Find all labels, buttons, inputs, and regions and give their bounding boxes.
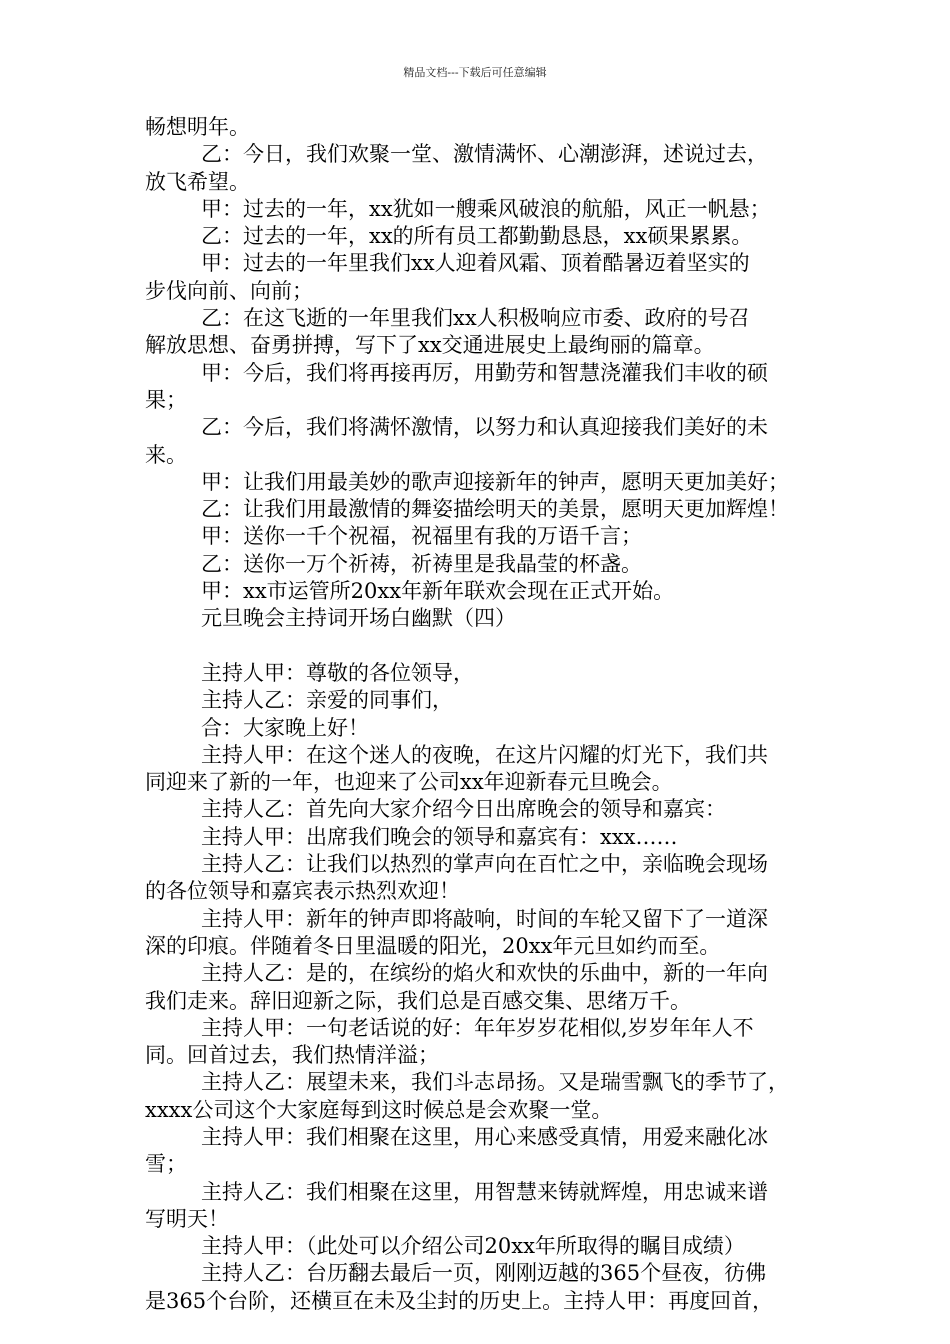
text-line: 主持人乙：我们相聚在这里，用智慧来铸就辉煌，用忠诚来谱	[201, 1179, 768, 1204]
text-line: 步伐向前、向前；	[145, 278, 313, 303]
text-line: 主持人甲：一句老话说的好：年年岁岁花相似,岁岁年年人不	[201, 1015, 754, 1040]
text-line: 主持人乙：让我们以热烈的掌声向在百忙之中，亲临晚会现场	[201, 852, 768, 877]
text-line: 甲：xx市运管所20xx年新年联欢会现在正式开始。	[201, 579, 675, 604]
text-line: 主持人甲：（此处可以介绍公司20xx年所取得的瞩目成绩）	[201, 1234, 745, 1259]
text-line: 乙：在这飞逝的一年里我们xx人积极响应市委、政府的号召	[201, 306, 750, 331]
text-line: 主持人甲：尊敬的各位领导，	[201, 660, 474, 685]
blank-line	[145, 633, 820, 660]
text-line: 乙：今后，我们将满怀激情，以努力和认真迎接我们美好的未	[201, 415, 768, 440]
text-line: 主持人甲：新年的钟声即将敲响，时间的车轮又留下了一道深	[201, 906, 768, 931]
text-line: 乙：过去的一年，xx的所有员工都勤勤恳恳，xx硕果累累。	[201, 224, 753, 249]
text-line: 我们走来。辞旧迎新之际，我们总是百感交集、思绪万千。	[145, 988, 691, 1013]
text-line: 甲：过去的一年，xx犹如一艘乘风破浪的航船，风正一帆悬；	[201, 196, 771, 221]
text-line: 主持人乙：展望未来，我们斗志昂扬。又是瑞雪飘飞的季节了，	[201, 1070, 789, 1095]
text-line: 乙：今日，我们欢聚一堂、激情满怀、心潮澎湃，述说过去，	[201, 142, 768, 167]
document-body	[145, 114, 820, 1315]
text-line: 主持人甲：我们相聚在这里，用心来感受真情，用爱来融化冰	[201, 1124, 768, 1149]
text-line: 写明天！	[145, 1206, 229, 1231]
text-line: 的各位领导和嘉宾表示热烈欢迎！	[145, 879, 460, 904]
text-line: 解放思想、奋勇拼搏，写下了xx交通进展史上最绚丽的篇章。	[145, 333, 715, 358]
text-line: 畅想明年。	[145, 115, 250, 139]
text-line: 甲：送你一千个祝福，祝福里有我的万语千言；	[201, 524, 642, 549]
text-line: 雪；	[145, 1152, 187, 1177]
section-title: 元旦晚会主持词开场白幽默（四）	[201, 606, 516, 631]
page-header: 精品文档---下载后可任意编辑	[403, 66, 547, 79]
text-line: 深的印痕。伴随着冬日里温暖的阳光，20xx年元旦如约而至。	[145, 933, 721, 958]
text-line: 乙：让我们用最激情的舞姿描绘明天的美景，愿明天更加辉煌！	[201, 497, 789, 522]
text-line: 乙：送你一万个祈祷，祈祷里是我晶莹的杯盏。	[201, 551, 642, 576]
text-line: 果；	[145, 387, 187, 412]
text-line: 同迎来了新的一年，也迎来了公司xx年迎新春元旦晚会。	[145, 770, 673, 795]
text-line: 甲：让我们用最美妙的歌声迎接新年的钟声，愿明天更加美好；	[201, 469, 789, 494]
text-line: 主持人乙：首先向大家介绍今日出席晚会的领导和嘉宾：	[201, 797, 726, 822]
text-line: 主持人乙：是的，在缤纷的焰火和欢快的乐曲中，新的一年向	[201, 961, 768, 986]
text-line: 合：大家晚上好！	[201, 715, 369, 740]
text-line: 主持人甲：在这个迷人的夜晚，在这片闪耀的灯光下，我们共	[201, 742, 768, 767]
text-line: xxxx公司这个大家庭每到这时候总是会欢聚一堂。	[145, 1097, 613, 1122]
text-line: 主持人乙：台历翻去最后一页，刚刚迈越的365个昼夜，彷佛	[201, 1261, 767, 1286]
text-line: 甲：过去的一年里我们xx人迎着风霜、顶着酷暑迈着坚实的	[201, 251, 750, 276]
text-line: 来。	[145, 442, 187, 467]
text-line: 放飞希望。	[145, 169, 250, 194]
text-line: 是365个台阶，还横亘在未及尘封的历史上。主持人甲：再度回首，	[145, 1288, 774, 1313]
text-line: 同。回首过去，我们热情洋溢；	[145, 1043, 439, 1068]
text-line: 甲：今后，我们将再接再厉，用勤劳和智慧浇灌我们丰收的硕	[201, 360, 768, 385]
text-line: 主持人乙：亲爱的同事们，	[201, 688, 453, 713]
text-line: 主持人甲：出席我们晚会的领导和嘉宾有：xxx……	[201, 824, 678, 849]
